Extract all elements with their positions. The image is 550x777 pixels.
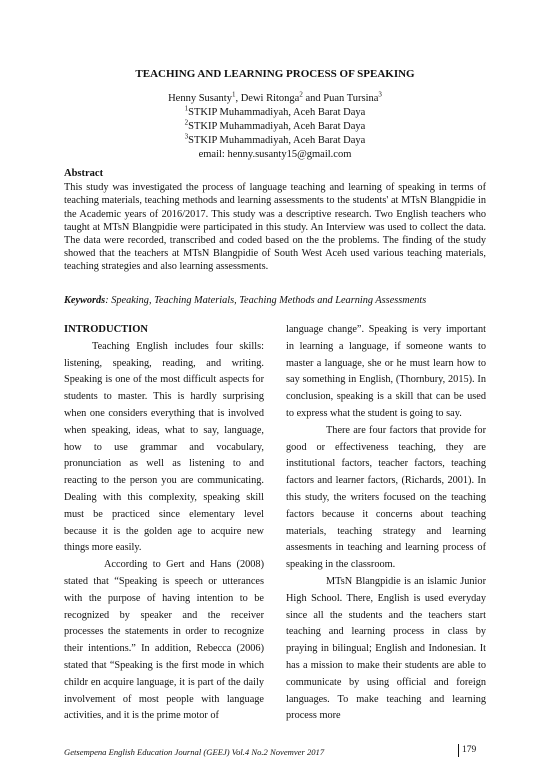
affiliation-superscript: 2 [184, 118, 189, 127]
author-superscript: 3 [378, 90, 382, 99]
body-paragraph: MTsN Blangpidie is an islamic Junior High School. There, English is used everyday since all the students and the teachers start teaching and learning process in class by praying in bilingual; English and Indonesian. It has a mission to make their students are able to communicate by using official and foreign languages. To make teaching and learning process more [286, 575, 486, 722]
author-name: Puan Tursina [323, 93, 379, 104]
body-paragraph: According to Gert and Hans (2008) stated that “Speaking is speech or utterances with the purpose of having intention to be recognized by speaker and the receiver processes the statements in order to recognize their intentions.” In addition, Rebecca (2006) stated that “Speaking is the first mode in which childr en acquire language, it is part of the daily involvement of most people with language activities, and it is the prime motor of [64, 559, 264, 722]
body-paragraph: There are four factors that provide for good or effectiveness teaching, they are institutional factors, teacher factors, teaching factors and learner factors, (Richards, 2001). In this study, the writers focused on the teaching factors because it concerns about teaching materials, teaching strategy and learning assesments in teaching and learning process of speaking in the classroom. [286, 424, 486, 571]
keywords-line [64, 295, 486, 306]
keywords-text: : Speaking, Teaching Materials, Teaching Methods and Learning Assessments [105, 295, 427, 306]
author-separator: , [235, 93, 241, 104]
keywords-label: Keywords [64, 295, 106, 306]
affiliation-text: STKIP Muhammadiyah, Aceh Barat Daya [188, 121, 366, 132]
author-superscript: 2 [299, 90, 303, 99]
paper-title: TEACHING AND LEARNING PROCESS OF SPEAKING [135, 68, 415, 80]
abstract-heading: Abstract [64, 168, 104, 179]
body-paragraph: language change”. Speaking is very important in learning a language, if someone wants to master a language, she or he must learn how to say something in English, (Thornbury, 2015). In conclusion, speaking is a skill that can be used to express what the student is going to say. [286, 324, 486, 419]
left-column [64, 322, 264, 725]
author-email: email: henny.susanty15@gmail.com [198, 149, 352, 160]
affiliation-superscript: 1 [184, 104, 189, 113]
right-column [286, 322, 486, 725]
abstract-section [64, 167, 486, 274]
affiliation-superscript: 3 [184, 132, 189, 141]
author-names [0, 92, 550, 106]
affiliation-text: STKIP Muhammadiyah, Aceh Barat Daya [188, 135, 366, 146]
body-paragraph: Teaching English includes four skills: listening, speaking, reading, and writing. Speaking is one of the most difficult aspects for students to master. This is hardly surprising when one considers everything that is involved when speaking, ideas, what to say, language, how to use grammar and vocabulary, pronunciation as well as listening to and reacting to the person you are communicating. Dealing with this complexity, speaking skill must be practiced since elementary level because it is the golden age to acquire new things more easily. [64, 340, 264, 554]
introduction-heading: INTRODUCTION [64, 324, 149, 335]
affiliation-text: STKIP Muhammadiyah, Aceh Barat Daya [188, 107, 366, 118]
page-number: 179 [458, 744, 476, 757]
affiliation [0, 120, 550, 134]
abstract-text: This study was investigated the process of language teaching and learning of speaking in terms of teaching materials, teaching methods and learning assessments to the students' at MTsN Blangpidie in the Academic years of 2016/2017. This study was a descriptive research. Two English teachers who taught at MTsN Blangpidie were participated in this study. An Interview was used to collect the data. The data were recorded, transcribed and coded based on the the problems. The finding of the study showed that the teachers at MTsN Blangpidie of South West Aceh used various teaching materials, teaching strategies and also learning assessments. [64, 182, 486, 273]
author-superscript: 1 [231, 90, 236, 99]
affiliation [0, 106, 550, 120]
journal-footer: Getsempena English Education Journal (GEEJ) Vol.4 No.2 Novemver 2017 [64, 747, 325, 757]
author-name: Henny Susanty [168, 93, 232, 104]
author-name: Dewi Ritonga [240, 93, 300, 104]
author-separator: and [302, 93, 324, 104]
author-block [0, 92, 550, 162]
affiliation [0, 134, 550, 148]
